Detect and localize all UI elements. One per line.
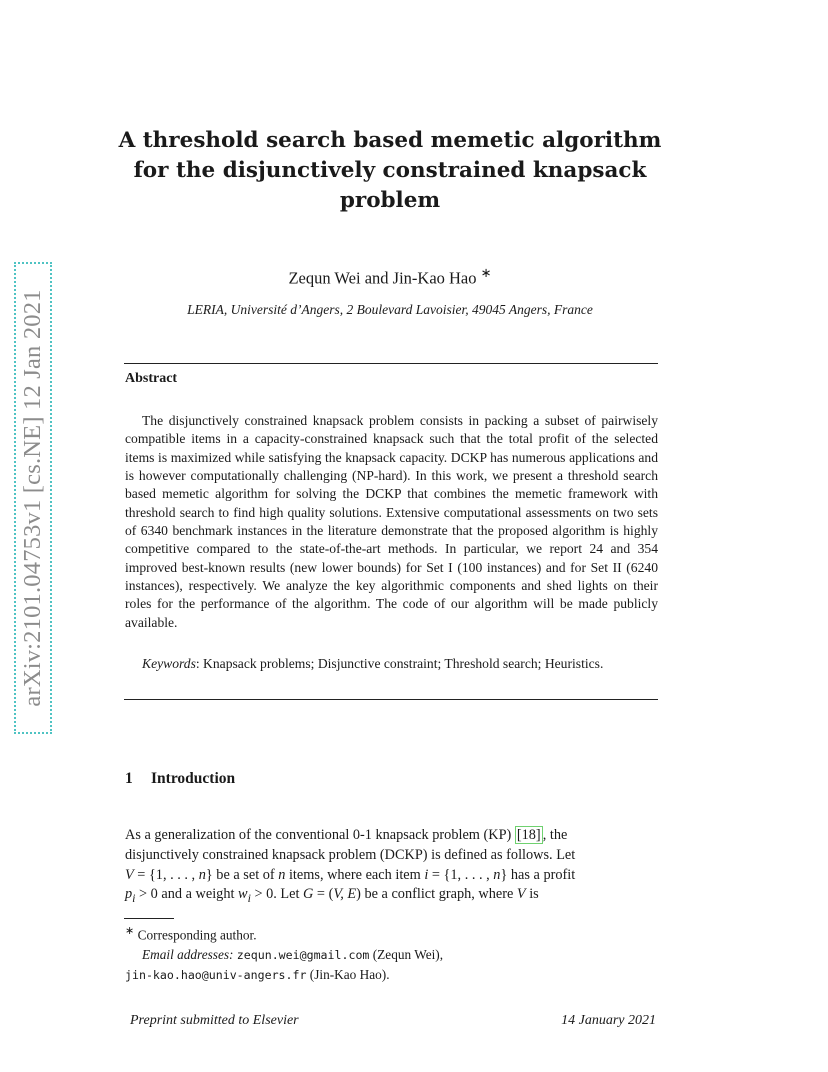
- abstract-body: The disjunctively constrained knapsack problem consists in packing a subset of pairwisely compatible items in a capacity-constrained knapsack such that the total profit of the selected items is maximized while satisfying the knapsack capacity. DCKP has numerous applications and is however computationally challenging (NP-hard). In this work, we present a threshold search based memetic algorithm for solving the DCKP that combines the memetic framework with threshold search to find high quality solutions. Extensive computational assessments on two sets of 6340 benchmark instances in the literature demonstrate that the proposed algorithm is highly competitive compared to the state-of-the-art methods. In particular, we report 24 and 354 improved best-known results (new lower bounds) for Set I (100 instances) and for Set II (6240 instances), respectively. We analyze the key algorithmic components and shed lights on their roles for the performance of the algorithm. The code of our algorithm will be made publicly available.: [125, 413, 658, 630]
- intro-line: disjunctively constrained knapsack problem (DCKP) is defined as follows. Let: [125, 846, 576, 863]
- arxiv-stamp: [14, 262, 52, 734]
- intro-line: As a generalization of the conventional 0-1 knapsack problem (KP) [18] , the: [125, 827, 568, 843]
- corresponding-note: Corresponding author.: [137, 927, 257, 943]
- intro-paragraph: [125, 826, 658, 909]
- abstract-bottom-rule: [124, 699, 658, 700]
- abstract-heading: Abstract: [125, 371, 178, 386]
- footnote: [125, 922, 665, 986]
- footer-date: 14 January 2021: [561, 1013, 656, 1028]
- email-label: Email addresses:: [142, 946, 234, 962]
- section-heading: [125, 770, 235, 788]
- affiliation: LERIA, Université d’Angers, 2 Boulevard Lavoisier, 49045 Angers, France: [187, 302, 593, 317]
- corresponding-author-mark[interactable]: ∗: [480, 265, 492, 280]
- arxiv-identifier: arXiv:2101.04753v1 [cs.NE] 12 Jan 2021: [19, 289, 46, 707]
- author-names: Zequn Wei and Jin-Kao Hao: [288, 268, 477, 288]
- footer-preprint-note: Preprint submitted to Elsevier: [130, 1013, 299, 1028]
- title-line: problem: [339, 188, 441, 213]
- footnote-line: jin-kao.hao@univ-angers.fr (Jin-Kao Hao).: [125, 967, 390, 983]
- authors: [100, 265, 680, 289]
- section-title: Introduction: [151, 770, 236, 787]
- citation-link[interactable]: [18]: [516, 827, 541, 843]
- intro-line: $p_i > 0$ and a weight $w_i > 0$. Let G = (V, E) be a conflict graph, where V is: [125, 886, 539, 906]
- keywords-list: : Knapsack problems; Disjunctive constraint; Threshold search; Heuristics.: [195, 656, 604, 671]
- title-line: A threshold search based memetic algorithm: [118, 128, 662, 153]
- email-link[interactable]: zequn.wei@gmail.com: [236, 947, 370, 962]
- footnote-line: [125, 922, 665, 945]
- title-line: for the disjunctively constrained knapsack: [133, 158, 647, 183]
- footnote-mark: ∗: [125, 925, 135, 937]
- footnote-line: Email addresses: zequn.wei@gmail.com (Zequn Wei),: [142, 946, 444, 962]
- paper-title: [100, 126, 680, 216]
- keywords: [125, 654, 658, 673]
- keywords-label: Keywords: [142, 656, 196, 671]
- intro-line: V = {1, . . . , n} be a set of n items, where each item i = {1, . . . , n} has a profit: [125, 866, 576, 883]
- abstract-top-rule: [124, 363, 658, 364]
- email-link[interactable]: jin-kao.hao@univ-angers.fr: [125, 968, 307, 983]
- footnote-rule: [124, 918, 174, 919]
- section-number: 1: [125, 770, 133, 787]
